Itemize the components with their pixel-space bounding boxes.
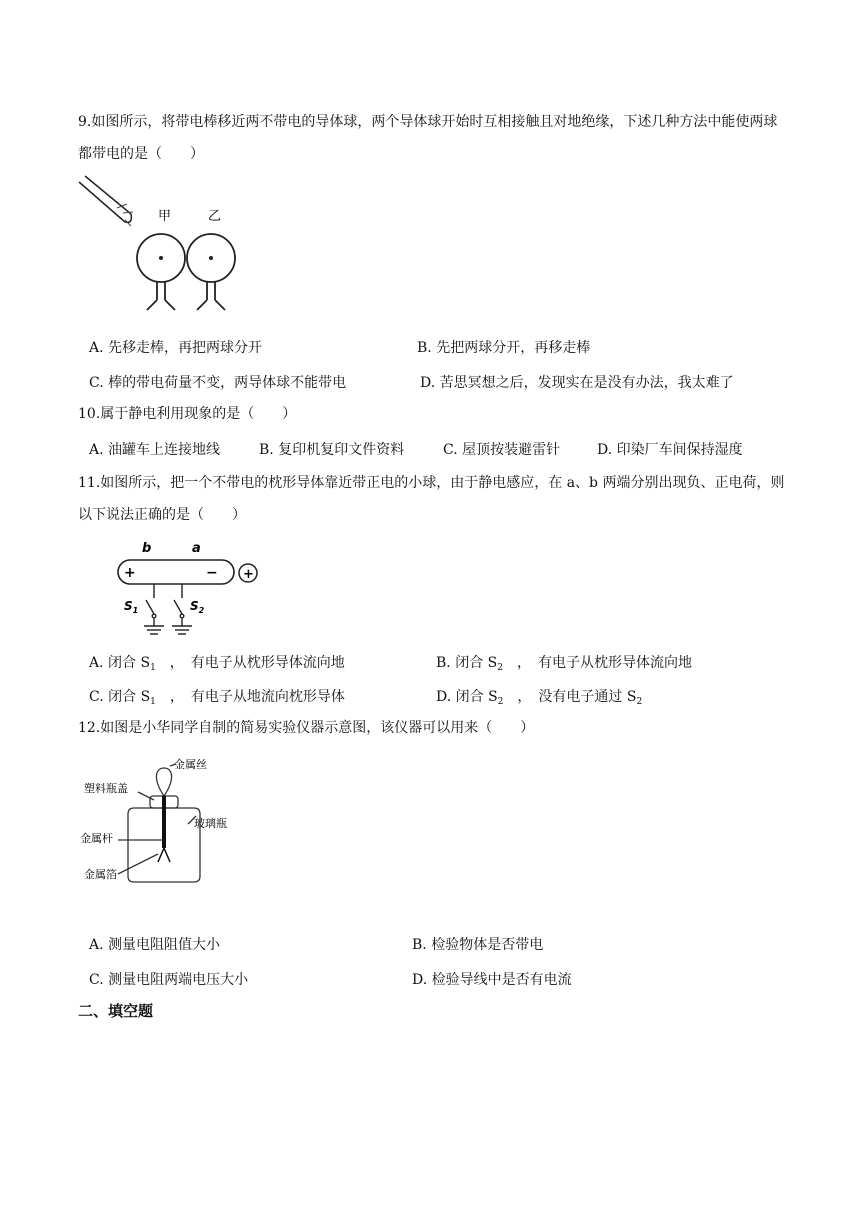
label-a: a: [192, 541, 201, 556]
metal-wire-loop: [156, 768, 171, 796]
q9-figure-charged-rod-and-spheres: [75, 172, 255, 320]
section-title-fill-in-blank: 二、填空题: [78, 1002, 154, 1020]
q10-option-d: D. 印染厂车间保持湿度: [597, 442, 743, 458]
charge-minus: −: [206, 565, 218, 581]
label-jia: 甲: [158, 209, 172, 224]
label-yi: 乙: [208, 209, 222, 224]
label-s1: $S_1$: [124, 599, 139, 615]
q9-option-b: B. 先把两球分开，再移走棒: [417, 340, 591, 356]
ball-plus: +: [243, 567, 254, 582]
switch-s2: [172, 584, 192, 634]
label-b: b: [142, 541, 152, 556]
metal-foil-left: [158, 848, 164, 862]
q11-option-b: B. 闭合 $S_2$ ， 有电子从枕形导体流向地: [436, 655, 692, 673]
question-12-stem: 12.如图是小华同学自制的简易实验仪器示意图，该仪器可以用来（ ）: [78, 720, 535, 736]
question-9-stem: 9.如图所示，将带电棒移近两不带电的导体球，两个导体球开始时互相接触且对地绝缘，下述几种方法中能使两球都带电的是（ ）: [78, 114, 778, 162]
metal-foil-right: [164, 848, 170, 862]
q11-option-c: C. 闭合 $S_1$ ， 有电子从地流向枕形导体: [89, 689, 345, 707]
question-11-stem: 11.如图所示，把一个不带电的枕形导体靠近带正电的小球，由于静电感应，在 a、b 两端分别出现负、正电荷，则以下说法正确的是（ ）: [78, 475, 785, 523]
question-10-stem: 10.属于静电利用现象的是（ ）: [78, 406, 297, 422]
label-plastic-cap: 塑料瓶盖: [84, 782, 128, 795]
q11-figure-pillow-conductor: [110, 538, 270, 638]
switch-s1: [144, 584, 164, 634]
label-s2: $S_2$: [190, 599, 205, 615]
q9-option-d: D. 苦思冥想之后，发现实在是没有办法，我太难了: [420, 375, 734, 391]
label-metal-wire: 金属丝: [174, 758, 207, 771]
q9-option-c: C. 棒的带电荷量不变，两导体球不能带电: [89, 375, 347, 391]
charge-plus: +: [124, 565, 136, 581]
charged-rod: [79, 176, 133, 226]
q12-option-d: D. 检验导线中是否有电流: [412, 972, 572, 988]
q12-option-a: A. 测量电阻阻值大小: [89, 937, 221, 953]
label-metal-rod: 金属杆: [80, 832, 113, 845]
label-glass-bottle: 玻璃瓶: [194, 817, 227, 830]
label-metal-foil: 金属箔: [84, 868, 117, 881]
q10-option-b: B. 复印机复印文件资料: [259, 442, 405, 458]
q9-option-a: A. 先移走棒，再把两球分开: [89, 340, 263, 356]
q10-option-c: C. 屋顶按装避雷针: [443, 442, 561, 458]
q12-option-c: C. 测量电阻两端电压大小: [89, 972, 249, 988]
q11-option-d: D. 闭合 $S_2$ ， 没有电子通过 $S_2$: [436, 689, 643, 707]
q11-option-a: A. 闭合 $S_1$ ， 有电子从枕形导体流向地: [89, 655, 345, 673]
q12-option-b: B. 检验物体是否带电: [412, 937, 544, 953]
q10-option-a: A. 油罐车上连接地线: [89, 442, 221, 458]
q12-figure-electroscope: [78, 752, 248, 892]
